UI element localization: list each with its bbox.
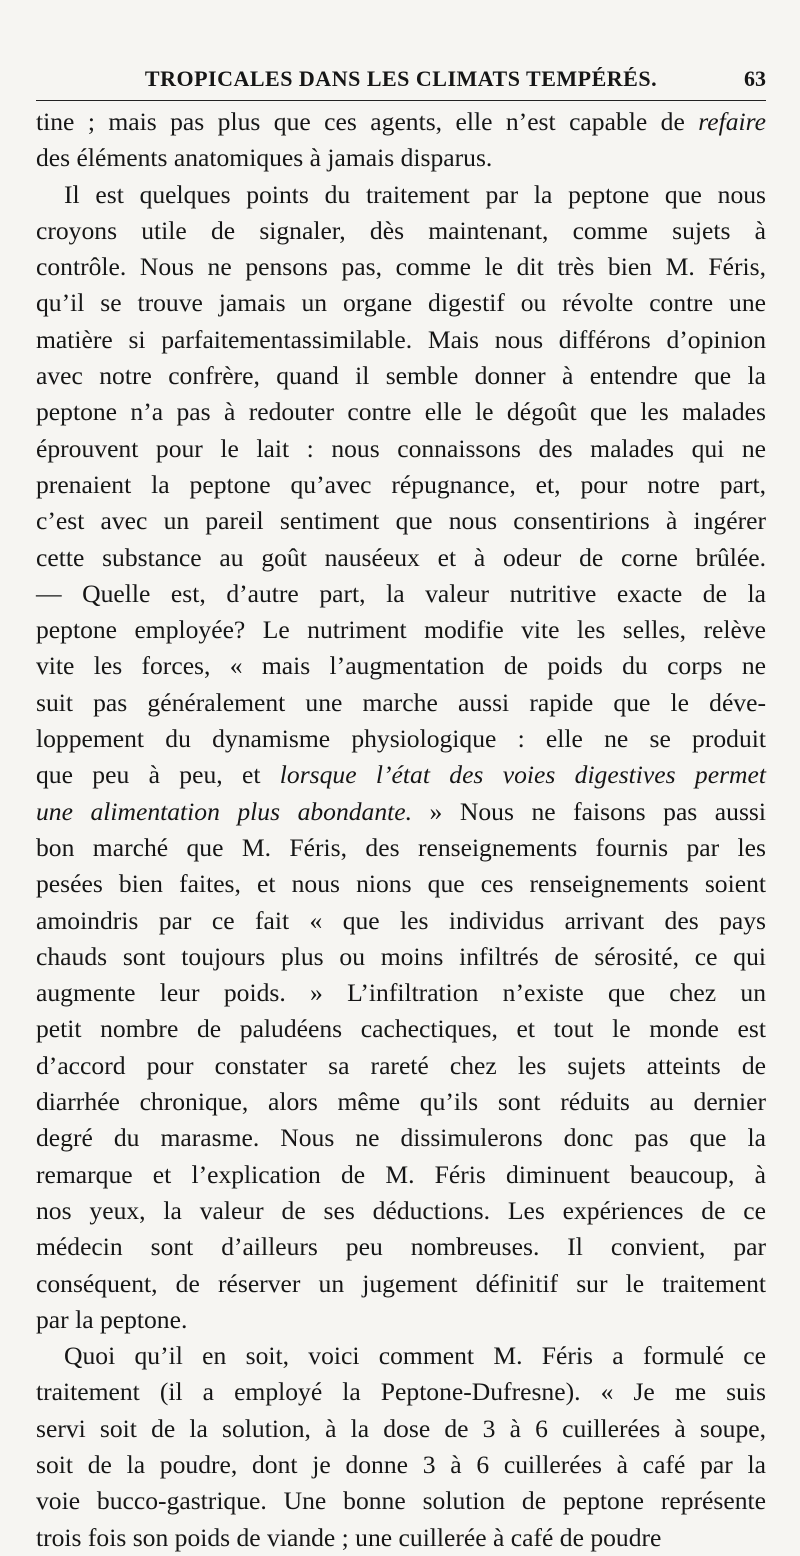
text-line: [36, 1520, 766, 1556]
text-line: [36, 1229, 766, 1265]
text-line: [36, 576, 766, 612]
text-line: [36, 1266, 766, 1302]
line-text: pesées bien faites, et nous nions que ces renseignements soient: [36, 869, 766, 899]
line-text-after: » Nous ne faisons pas aussi: [412, 796, 766, 826]
text-line: [36, 1048, 766, 1084]
page-number: 63: [744, 66, 766, 91]
text-line: [36, 685, 766, 721]
line-text: croyons utile de signaler, dès maintenant, comme sujets à: [36, 215, 766, 245]
text-line: [36, 1447, 766, 1483]
line-text: conséquent, de réserver un jugement définitif sur le traitement: [36, 1268, 766, 1298]
line-text: matière si parfaitementassimilable. Mais nous différons d’opinion: [36, 324, 766, 354]
text-line: [36, 177, 766, 213]
text-line: [36, 1011, 766, 1047]
line-text: peptone n’a pas à redouter contre elle le dégoût que les malades: [36, 397, 766, 427]
line-text: remarque et l’explication de M. Féris diminuent beaucoup, à: [36, 1159, 766, 1189]
text-line: [36, 431, 766, 467]
text-line: [36, 540, 766, 576]
line-text: tine ; mais pas plus que ces agents, elle n’est capable de: [36, 107, 699, 136]
line-text: loppement du dynamisme physiologique : elle ne se produit: [36, 724, 766, 754]
text-line: [36, 285, 766, 321]
line-text: augmente leur poids. » L’infiltration n’existe que chez un: [36, 978, 766, 1008]
line-text: contrôle. Nous ne pensons pas, comme le dit très bien M. Féris,: [36, 252, 766, 282]
line-text: médecin sont d’ailleurs peu nombreuses. Il convient, par: [36, 1232, 766, 1262]
line-text: Quoi qu’il en soit, voici comment M. Féris a formulé ce: [64, 1341, 766, 1371]
line-text: qu’il se trouve jamais un organe digestif ou révolte contre une: [36, 288, 766, 318]
line-text: servi soit de la solution, à la dose de 3 à 6 cuillerées à soupe,: [36, 1413, 766, 1443]
text-line: [36, 358, 766, 394]
line-text: soit de la poudre, dont je donne 3 à 6 cuillerées à café par la: [36, 1449, 766, 1479]
text-line: [36, 140, 766, 176]
text-line: [36, 830, 766, 866]
running-title: TROPICALES DANS LES CLIMATS TEMPÉRÉS.: [144, 66, 658, 91]
line-text: diarrhée chronique, alors même qu’ils sont réduits au dernier: [36, 1087, 766, 1117]
text-line: [36, 721, 766, 757]
line-text: suit pas généralement une marche aussi rapide que le déve-: [36, 687, 766, 717]
line-text: peptone employée? Le nutriment modifie vite les selles, relève: [36, 615, 766, 645]
line-text: d’accord pour constater sa rareté chez les sujets atteints de: [36, 1050, 766, 1080]
line-text: avec notre confrère, quand il semble donner à entendre que la: [36, 361, 766, 391]
line-text: vite les forces, « mais l’augmentation de poids du corps ne: [36, 651, 766, 681]
line-text: degré du marasme. Nous ne dissimulerons donc pas que la: [36, 1123, 766, 1153]
text-line: [36, 975, 766, 1011]
italic-text: une alimentation plus abondante.: [36, 796, 413, 826]
text-line: [36, 213, 766, 249]
text-line: [36, 503, 766, 539]
line-text: traitement (il a employé la Peptone-Dufresne). « Je me suis: [36, 1377, 766, 1407]
line-text: — Quelle est, d’autre part, la valeur nutritive exacte de la: [36, 578, 766, 608]
line-text: Il est quelques points du traitement par la peptone que nous: [64, 179, 766, 209]
text-line: [36, 1483, 766, 1519]
text-line: [36, 1411, 766, 1447]
text-line: [36, 612, 766, 648]
text-line: [36, 794, 766, 830]
text-line: [36, 903, 766, 939]
line-text: nos yeux, la valeur de ses déductions. Les expériences de ce: [36, 1195, 766, 1225]
line-text: c’est avec un pareil sentiment que nous consentirions à ingérer: [36, 506, 766, 536]
line-text: voie bucco-gastrique. Une bonne solution de peptone représente: [36, 1486, 766, 1516]
line-text: bon marché que M. Féris, des renseignements fournis par les: [36, 832, 766, 862]
text-line: [36, 1084, 766, 1120]
line-text: prenaient la peptone qu’avec répugnance, et, pour notre part,: [36, 469, 766, 499]
line-text: trois fois son poids de viande ; une cuillerée à café de poudre: [36, 1522, 662, 1552]
line-text: petit nombre de paludéens cachectiques, et tout le monde est: [36, 1014, 766, 1044]
text-line: [36, 1120, 766, 1156]
body-text: [36, 104, 766, 1556]
text-line: [36, 757, 766, 793]
line-text: cette substance au goût nauséeux et à odeur de corne brûlée.: [36, 542, 766, 572]
line-text: amoindris par ce fait « que les individus arrivant des pays: [36, 905, 766, 935]
text-line: [36, 1302, 766, 1338]
text-line: [36, 1374, 766, 1410]
text-line: [36, 1338, 766, 1374]
text-line: [36, 866, 766, 902]
italic-text: lorsque l’état des voies digestives permet: [279, 760, 766, 790]
line-text: chauds sont toujours plus ou moins infiltrés de sérosité, ce qui: [36, 941, 766, 971]
text-line: [36, 104, 766, 140]
line-text: éprouvent pour le lait : nous connaissons des malades qui ne: [36, 433, 766, 463]
text-line: [36, 648, 766, 684]
text-line: [36, 394, 766, 430]
italic-text: refaire: [698, 107, 766, 136]
text-line: [36, 322, 766, 358]
text-line: [36, 467, 766, 503]
text-line: [36, 1193, 766, 1229]
line-text: par la peptone.: [36, 1304, 188, 1334]
line-text: que peu à peu, et: [36, 760, 280, 790]
running-head: [36, 66, 766, 101]
text-line: [36, 1157, 766, 1193]
text-line: [36, 939, 766, 975]
text-line: [36, 249, 766, 285]
line-text: des éléments anatomiques à jamais disparus.: [36, 143, 493, 173]
